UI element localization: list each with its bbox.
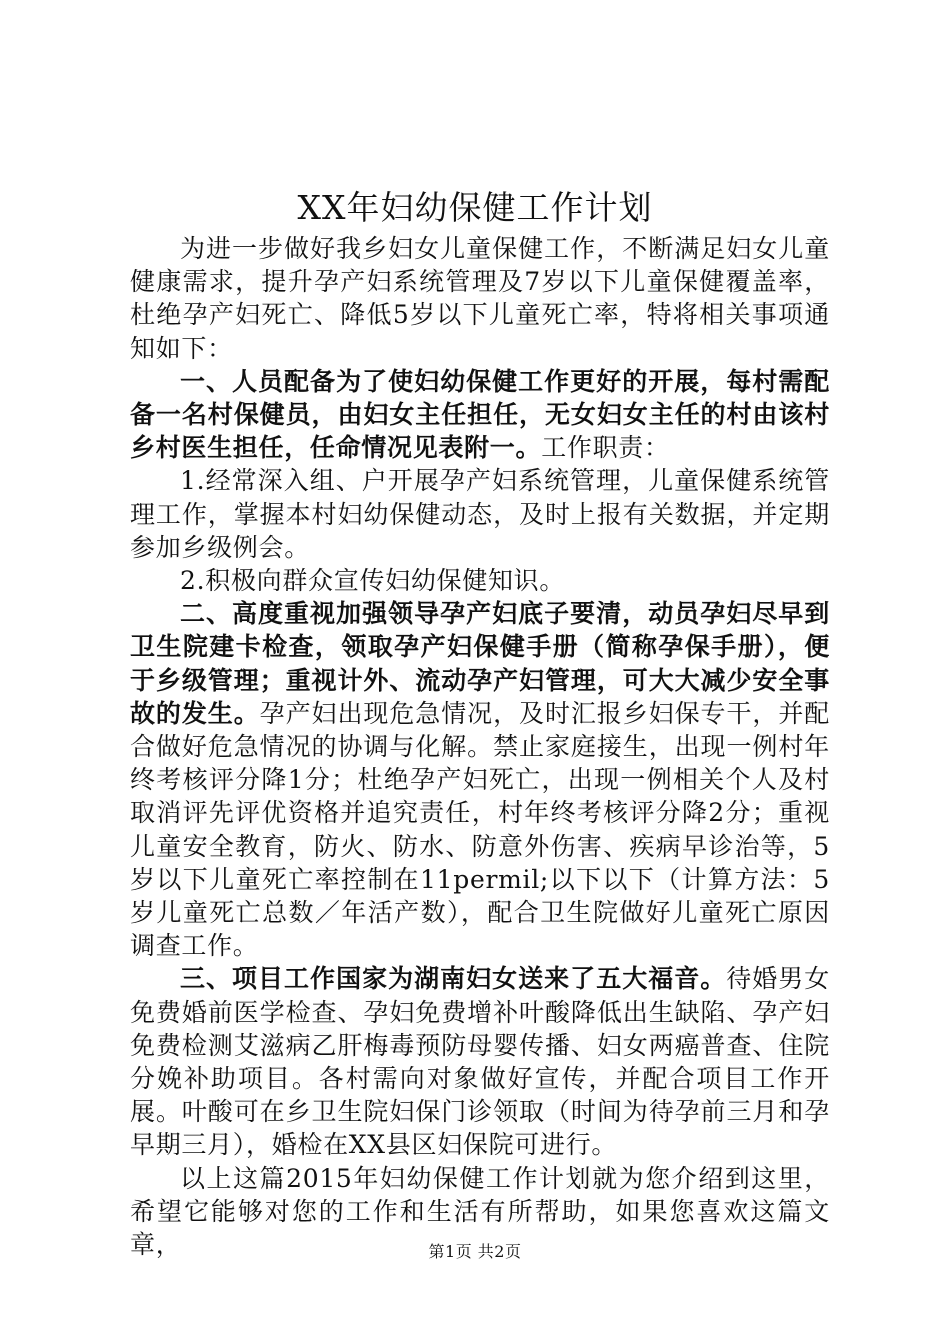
paragraph-section-3 — [130, 962, 830, 1161]
paragraph-text: 待婚男女免费婚前医学检查、孕妇免费增补叶酸降低出生缺陷、孕产妇免费检测艾滋病乙肝梅毒预防母婴传播、妇女两癌普查、住院分娩补助项目。各村需向对象做好宣传，并配合项目工作开展。叶酸可在乡卫生院妇保门诊领取（时间为待孕前三月和孕早期三月），婚检在XX县区妇保院可进行。 — [130, 964, 831, 1160]
paragraph-text: 2.积极向群众宣传妇幼保健知识。 — [180, 566, 566, 596]
paragraph-heading: 二、高度重视加强领导孕产妇底子要清，动员孕妇尽早到卫生院建卡检查，领取孕产妇保健手册（简称孕保手册），便于乡级管理；重视计外、流动孕产妇管理，可大大减少安全事故的发生。 — [130, 599, 830, 728]
paragraph-text: 以上这篇2015年妇幼保健工作计划就为您介绍到这里，希望它能够对您的工作和生活有所帮助，如果您喜欢这篇文章， — [130, 1163, 830, 1260]
document-body — [130, 232, 830, 1261]
paragraph-section-1 — [130, 365, 830, 465]
paragraph-intro — [130, 232, 830, 365]
paragraph-duty-2 — [130, 564, 830, 597]
document-title: XX年妇幼保健工作计划 — [297, 188, 653, 227]
paragraph-text: 孕产妇出现危急情况，及时汇报乡妇保专干，并配合做好危急情况的协调与化解。禁止家庭接生，出现一例村年终考核评分降1分；杜绝孕产妇死亡，出现一例相关个人及村取消评先评优资格并追究责任，村年终考核评分降2分；重视儿童安全教育，防火、防水、防意外伤害、疾病早诊治等，5岁以下儿童死亡率控制在11permil;以下以下（计算方法：5岁儿童死亡总数／年活产数），配合卫生院做好儿童死亡原因调查工作。 — [130, 698, 830, 961]
paragraph-heading: 一、人员配备为了使妇幼保健工作更好的开展，每村需配备一名村保健员，由妇女主任担任，无女妇女主任的村由该村乡村医生担任，任命情况见表附一。 — [130, 366, 830, 463]
paragraph-heading: 三、项目工作国家为湖南妇女送来了五大福音。 — [180, 964, 727, 994]
paragraph-duty-1 — [130, 464, 830, 564]
paragraph-text: 为进一步做好我乡妇女儿童保健工作，不断满足妇女儿童健康需求，提升孕产妇系统管理及7岁以下儿童保健覆盖率，杜绝孕产妇死亡、降低5岁以下儿童死亡率，特将相关事项通知如下： — [130, 234, 830, 363]
paragraph-text: 工作职责： — [541, 433, 670, 463]
paragraph-text: 1.经常深入组、户开展孕产妇系统管理，儿童保健系统管理工作，掌握本村妇幼保健动态，及时上报有关数据，并定期参加乡级例会。 — [130, 466, 830, 562]
page-number: 第1页 共2页 — [428, 1242, 522, 1261]
paragraph-section-2 — [130, 597, 830, 962]
